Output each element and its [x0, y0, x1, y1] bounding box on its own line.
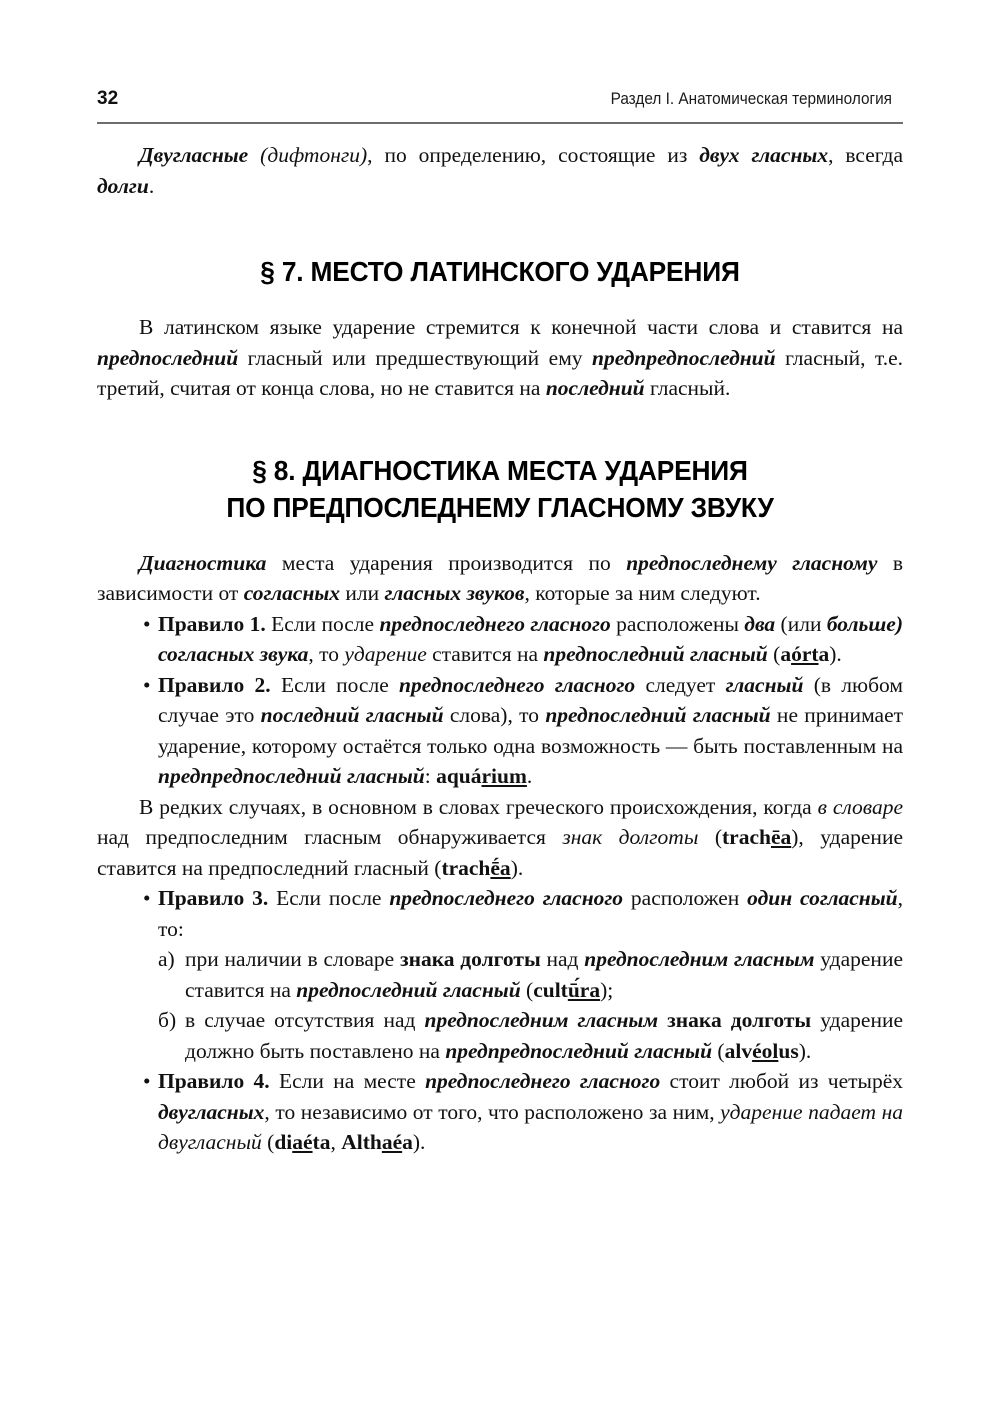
rule-1-text-6: (: [767, 642, 781, 666]
s8-text-1: места ударения производится по: [266, 550, 627, 575]
section8-heading-line-1: § 8. ДИАГНОСТИКА МЕСТА УДАРЕНИЯ: [252, 454, 748, 486]
running-head-title: Раздел I. Анатомическая терминология: [610, 90, 893, 108]
s8-emph-3: согласных: [243, 581, 341, 605]
note-text-1: В редких случаях, в основном в словах греческого происхождения, когда: [139, 794, 818, 819]
rule-4-term2-after: a: [402, 1130, 413, 1154]
rule-1-emph-3: больше) согласных звука: [158, 611, 903, 666]
rule-3a-marker: а): [158, 947, 175, 971]
s7-text-3: гласный, т.е. третий, считая от конца слова, но не ставится на: [97, 345, 903, 400]
rule-3b-text-3: ударение должно быть поставлено на: [185, 1008, 904, 1063]
rule-3-emph-1: предпоследнего гласного: [389, 886, 624, 910]
list-item-rule-3: [97, 883, 903, 944]
list-item-rule-2: [97, 670, 903, 792]
rule-4-text-1: Если на месте: [269, 1069, 426, 1093]
rules-list-1: [97, 609, 903, 792]
rule-3a-emph-1: знака долготы: [399, 947, 541, 971]
rule-3b-text-4: (: [712, 1038, 725, 1063]
macron-note-paragraph: [97, 792, 903, 884]
rule-3b-marker: б): [158, 1008, 177, 1032]
spacer-before-section8: [97, 404, 903, 452]
rule-4-emph-3: ударение падает на двугласный: [158, 1099, 904, 1154]
rule-1-text-1: Если после: [265, 611, 380, 636]
rule-1-emph-4: ударение: [344, 642, 427, 666]
rule-2-text-2: следует: [635, 672, 726, 697]
list-item-rule-3a: [97, 944, 903, 1005]
rule-3b-term-after: us: [778, 1038, 799, 1063]
running-head: [97, 88, 903, 110]
rule-1-text-3: (или: [775, 611, 827, 636]
note-text-4: ), ударение ставится на предпоследний гласный (: [97, 825, 903, 880]
note-term2-before: trach: [441, 855, 491, 880]
rule-2-latin-term: [436, 764, 527, 788]
rule-2-emph-2: гласный: [725, 672, 804, 697]
s8-emph-1: Диагностика: [139, 550, 267, 575]
bullet-icon: •: [143, 672, 151, 697]
rule-3a-text-2: над: [540, 947, 585, 971]
rule-3b-term-underlined: éol: [752, 1038, 779, 1063]
note-text-3: (: [698, 825, 723, 849]
s7-text-4: гласный.: [644, 376, 731, 400]
intro-term-diphthongs: Двугласные: [139, 143, 249, 167]
spacer-after-section8-heading: [97, 526, 903, 548]
bullet-icon: •: [143, 611, 151, 636]
rule-4-term2-before: Alth: [341, 1130, 382, 1154]
rule-4-term2-underlined: aé: [381, 1130, 403, 1154]
s7-text-1: В латинском языке ударение стремится к конечной части слова и ставится на: [139, 315, 903, 339]
rule-2-emph-5: предпредпоследний гласный: [158, 764, 425, 788]
rule-3b-text-5: ).: [798, 1038, 812, 1063]
note-text-2: над предпоследним гласным обнаруживается: [97, 825, 563, 849]
rule-2-emph-1: предпоследнего гласного: [399, 672, 636, 697]
rule-2-term-underlined: rium: [481, 764, 527, 788]
list-item-rule-4: [97, 1066, 903, 1158]
note-term2-underlined: ḗa: [490, 855, 511, 880]
intro-emph-1: двух гласных: [699, 143, 829, 167]
rule-2-text-4: слова), то: [443, 703, 546, 727]
rule-1-emph-5: предпоследний гласный: [543, 642, 768, 666]
s8-text-4: , которые за ним следуют.: [524, 581, 761, 605]
rule-1-term-after: a: [818, 642, 830, 666]
s8-emph-2: предпоследнему гласному: [626, 550, 878, 575]
rule-2-text-1: Если после: [270, 672, 400, 697]
rule-3b-emph-3: предпредпоследний гласный: [445, 1038, 713, 1063]
rule-3-text-1: Если после: [268, 886, 390, 910]
section8-heading: [121, 452, 879, 526]
note-emph-2: знак долготы: [562, 825, 699, 849]
rule-3a-emph-2: предпоследним гласным: [584, 947, 815, 971]
s7-emph-2: предпредпоследний: [592, 345, 776, 370]
list-item-rule-1: [97, 609, 903, 670]
rule-1-text-7: ).: [829, 642, 842, 666]
rule-1-text-5: ставится на: [426, 642, 544, 666]
rule-4-text-6: ).: [412, 1130, 426, 1154]
rule-2-text-5: не принимает ударение, которому остаётся только одна возможность — быть поставленным на: [158, 703, 904, 758]
rules-list-2: [97, 883, 903, 944]
rule-3b-emph-1: предпоследним гласным: [424, 1008, 659, 1032]
rule-3-text-3: , то:: [158, 886, 903, 941]
rule-3a-emph-3: предпоследний гласный: [296, 977, 521, 1002]
section8-heading-line-2: ПО ПРЕДПОСЛЕДНЕМУ ГЛАСНОМУ ЗВУКУ: [226, 491, 774, 523]
rule-3b-latin-term: [725, 1039, 799, 1063]
bullet-icon: •: [143, 886, 151, 910]
rule-1-emph-2: два: [744, 611, 776, 636]
rule-3a-term-before: cult: [533, 977, 568, 1002]
rule-3a-latin-term: [533, 978, 600, 1002]
section8-paragraph: [97, 548, 903, 609]
intro-term-parenthetical: (дифтонги): [260, 143, 368, 167]
s8-text-3: или: [340, 581, 385, 605]
rule-3-text-2: расположен: [623, 886, 748, 910]
rule-1-label: Правило 1.: [158, 611, 266, 636]
section7-heading-line: § 7. МЕСТО ЛАТИНСКОГО УДАРЕНИЯ: [260, 256, 740, 287]
rule-2-text-3: (в любом случае это: [158, 672, 903, 727]
rule-4-label: Правило 4.: [158, 1069, 270, 1093]
rule-4-emph-1: предпоследнего гласного: [425, 1069, 661, 1093]
rule-1-latin-term: [780, 642, 829, 666]
rule-2-emph-3: последний гласный: [260, 703, 444, 727]
s8-emph-4: гласных звуков: [384, 581, 525, 605]
rule-4-term1-underlined: aé: [292, 1130, 313, 1154]
rule-2-text-7: .: [526, 764, 533, 788]
intro-emph-2: долги: [97, 173, 149, 198]
section7-paragraph: [97, 312, 903, 404]
note-term1-before: trach: [722, 825, 771, 849]
list-item-rule-3b: [97, 1005, 903, 1066]
s7-emph-1: предпоследний: [97, 345, 239, 370]
rule-4-text-3: , то независимо от того, что расположено за ним,: [264, 1099, 721, 1124]
intro-text-3: .: [148, 173, 155, 198]
s7-text-2: гласный или предшествующий ему: [238, 345, 593, 370]
rule-3b-text-2: [658, 1008, 667, 1032]
rule-2-text-6: :: [424, 764, 437, 788]
spacer-before-section7: [97, 201, 903, 253]
rule-1-term-before: a: [780, 642, 792, 666]
rule-2-label: Правило 2.: [158, 672, 271, 697]
spacer-after-section7-heading: [97, 290, 903, 312]
header-divider-rule: [97, 122, 903, 124]
rule-4-text-2: стоит любой из четырёх: [660, 1069, 904, 1093]
s7-emph-3: последний: [545, 376, 645, 400]
rule-3a-term-underlined: ū́ra: [567, 977, 601, 1002]
intro-paragraph: [97, 140, 903, 201]
s8-text-2: в зависимости от: [97, 550, 903, 605]
note-text-5: ).: [510, 855, 524, 880]
rule-4-latin-term-2: [341, 1130, 413, 1154]
rule-3-sublist: [97, 944, 903, 1066]
intro-text-2: , всегда: [828, 143, 903, 167]
rule-1-text-4: , то: [308, 642, 345, 666]
rule-3b-emph-2: знака долготы: [667, 1008, 812, 1032]
note-latin-term-1: [722, 825, 791, 849]
rule-1-term-underlined: órt: [791, 642, 819, 666]
page-number: 32: [97, 88, 119, 109]
rule-4-text-4: (: [261, 1130, 275, 1154]
rule-1-text-2: расположены: [610, 611, 745, 636]
rule-3a-text-4: (: [520, 977, 534, 1002]
rule-3a-text-1: при наличии в словаре: [185, 947, 400, 971]
intro-text-1: , по определению, состоящие из: [367, 143, 700, 167]
rule-4-emph-2: двугласных: [158, 1099, 265, 1124]
rules-list-3: [97, 1066, 903, 1158]
note-emph-1: в словаре: [817, 794, 903, 819]
note-term1-underlined: ēa: [770, 825, 792, 849]
rule-1-emph-1: предпоследнего гласного: [379, 611, 611, 636]
rule-3a-text-5: );: [600, 977, 614, 1002]
note-latin-term-2: [441, 856, 510, 880]
rule-2-term-before: aquá: [436, 764, 482, 788]
rule-2-emph-4: предпоследний гласный: [545, 703, 771, 727]
rule-3b-term-before: alv: [724, 1038, 753, 1063]
rule-4-latin-term-1: [274, 1130, 330, 1154]
rule-3-emph-2: один согласный: [747, 886, 898, 910]
section7-heading: [121, 253, 879, 290]
rule-3b-text-1: в случае отсутствия над: [185, 1008, 425, 1032]
bullet-icon: •: [143, 1069, 151, 1093]
rule-3-label: Правило 3.: [158, 886, 269, 910]
rule-4-text-5: ,: [330, 1130, 342, 1154]
rule-3a-text-3: ударение ставится на: [185, 947, 903, 1002]
page-content: [97, 140, 903, 1158]
rule-4-term1-after: ta: [312, 1130, 331, 1154]
rule-4-term1-before: di: [274, 1130, 293, 1154]
